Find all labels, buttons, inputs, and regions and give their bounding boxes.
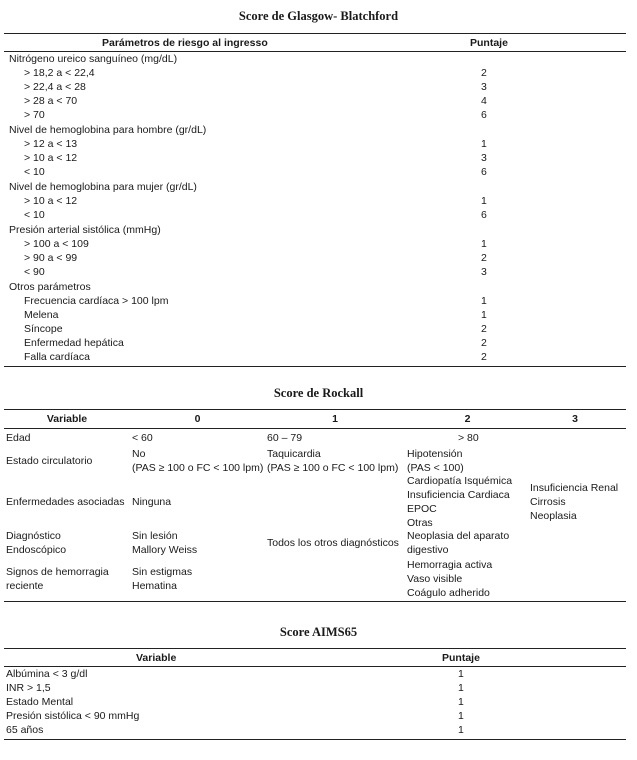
glasgow-param: Síncope — [24, 323, 63, 335]
aims65-header-rule — [4, 666, 626, 667]
rockall-top-rule — [4, 409, 626, 410]
rockall-cell: 60 – 79 — [267, 432, 303, 444]
rockall-cell: Todos los otros diagnósticos — [267, 537, 399, 549]
aims65-score: 1 — [458, 682, 464, 694]
glasgow-score: 1 — [481, 295, 487, 307]
rockall-cell: Sin lesión — [132, 530, 178, 542]
glasgow-score: 6 — [481, 109, 487, 121]
glasgow-param: Melena — [24, 309, 59, 321]
glasgow-param: Falla cardíaca — [24, 351, 90, 363]
rockall-cell: Ninguna — [132, 496, 172, 508]
rockall-cell: Neoplasia del aparato — [407, 530, 510, 542]
rockall-cell: (PAS ≥ 100 o FC < 100 lpm) — [267, 462, 399, 474]
aims65-variable: Albúmina < 3 g/dl — [6, 668, 88, 680]
aims65-col-score-header: Puntaje — [442, 652, 480, 664]
glasgow-score: 3 — [481, 266, 487, 278]
rockall-header-1: 1 — [332, 413, 338, 425]
rockall-cell: Cardiopatía Isquémica — [407, 475, 513, 487]
rockall-cell: No — [132, 448, 146, 460]
rockall-variable: Diagnóstico — [6, 530, 61, 542]
glasgow-param: > 28 a < 70 — [24, 95, 78, 107]
aims65-top-rule — [4, 648, 626, 649]
glasgow-param: > 10 a < 12 — [24, 195, 78, 207]
rockall-variable: Edad — [6, 432, 31, 444]
rockall-cell: Coágulo adherido — [407, 587, 490, 599]
rockall-cell: Vaso visible — [407, 573, 463, 585]
rockall-title: Score de Rockall — [273, 386, 364, 400]
glasgow-param: Nivel de hemoglobina para hombre (gr/dL) — [9, 124, 207, 136]
glasgow-top-rule — [4, 33, 626, 34]
aims65-score: 1 — [458, 710, 464, 722]
rockall-cell: Insuficiencia Renal — [530, 482, 619, 494]
rockall-cell: < 60 — [132, 432, 153, 444]
glasgow-score: 1 — [481, 238, 487, 250]
rockall-cell: > 80 — [458, 432, 479, 444]
glasgow-param: Enfermedad hepática — [24, 337, 124, 349]
glasgow-param: > 100 a < 109 — [24, 238, 89, 250]
glasgow-param: < 10 — [24, 209, 45, 221]
glasgow-param: Otros parámetros — [9, 281, 91, 293]
glasgow-score: 6 — [481, 166, 487, 178]
glasgow-param: > 12 a < 13 — [24, 138, 78, 150]
glasgow-score: 6 — [481, 209, 487, 221]
glasgow-param: > 18,2 a < 22,4 — [24, 67, 95, 79]
glasgow-title: Score de Glasgow- Blatchford — [238, 9, 399, 23]
aims65-score: 1 — [458, 724, 464, 736]
aims65-score: 1 — [458, 696, 464, 708]
glasgow-score: 2 — [481, 337, 487, 349]
rockall-header-rule — [4, 428, 626, 429]
rockall-cell: Cirrosis — [530, 496, 566, 508]
aims65-bottom-rule — [4, 739, 626, 740]
glasgow-param: Presión arterial sistólica (mmHg) — [9, 224, 161, 236]
glasgow-col-param-header: Parámetros de riesgo al ingresso — [102, 37, 268, 49]
rockall-header-variable: Variable — [46, 413, 88, 425]
glasgow-score: 1 — [481, 309, 487, 321]
rockall-header-2: 2 — [464, 413, 471, 425]
glasgow-param: > 22,4 a < 28 — [24, 81, 86, 93]
glasgow-bottom-rule — [4, 366, 626, 367]
glasgow-param: > 90 a < 99 — [24, 252, 78, 264]
glasgow-param: > 70 — [24, 109, 45, 121]
rockall-variable: Signos de hemorragia — [6, 566, 109, 578]
glasgow-score: 1 — [481, 138, 487, 150]
aims65-title: Score AIMS65 — [279, 625, 358, 639]
glasgow-param: Nitrógeno ureico sanguíneo (mg/dL) — [9, 53, 178, 65]
rockall-cell: (PAS < 100) — [407, 462, 464, 474]
rockall-cell: Neoplasia — [530, 510, 577, 522]
glasgow-param: < 10 — [24, 166, 45, 178]
rockall-bottom-rule — [4, 601, 626, 602]
aims65-variable: 65 años — [6, 724, 44, 736]
aims65-variable: INR > 1,5 — [6, 682, 51, 694]
rockall-cell: Otras — [407, 517, 433, 529]
glasgow-score: 2 — [481, 252, 487, 264]
aims65-col-variable-header: Variable — [136, 652, 177, 664]
rockall-cell: EPOC — [407, 503, 437, 515]
glasgow-col-score-header: Puntaje — [470, 37, 508, 49]
rockall-variable: Endoscópico — [6, 544, 67, 556]
rockall-cell: Mallory Weiss — [132, 544, 198, 556]
aims65-variable: Estado Mental — [6, 696, 74, 708]
glasgow-param: < 90 — [24, 266, 45, 278]
rockall-cell: Sin estigmas — [132, 566, 193, 578]
glasgow-score: 2 — [481, 323, 487, 335]
rockall-variable: reciente — [6, 580, 44, 592]
glasgow-score: 3 — [481, 81, 487, 93]
glasgow-param: > 10 a < 12 — [24, 152, 78, 164]
rockall-header-0: 0 — [194, 413, 201, 425]
glasgow-param: Nivel de hemoglobina para mujer (gr/dL) — [9, 181, 197, 193]
rockall-cell: (PAS ≥ 100 o FC < 100 lpm) — [132, 462, 264, 474]
glasgow-score: 2 — [481, 67, 487, 79]
glasgow-score: 4 — [481, 95, 487, 107]
glasgow-score: 2 — [481, 351, 487, 363]
rockall-header-3: 3 — [572, 413, 578, 425]
rockall-cell: Hipotensión — [407, 448, 463, 460]
rockall-cell: Taquicardia — [267, 448, 321, 460]
aims65-variable: Presión sistólica < 90 mmHg — [6, 710, 140, 722]
rockall-cell: digestivo — [407, 544, 449, 556]
glasgow-score: 3 — [481, 152, 487, 164]
aims65-score: 1 — [458, 668, 464, 680]
rockall-cell: Hematina — [132, 580, 177, 592]
glasgow-param: Frecuencia cardíaca > 100 lpm — [24, 295, 169, 307]
glasgow-score: 1 — [481, 195, 487, 207]
rockall-variable: Estado circulatorio — [6, 455, 93, 467]
rockall-variable: Enfermedades asociadas — [6, 496, 125, 508]
rockall-cell: Hemorragia activa — [407, 559, 493, 571]
rockall-cell: Insuficiencia Cardiaca — [407, 489, 510, 501]
